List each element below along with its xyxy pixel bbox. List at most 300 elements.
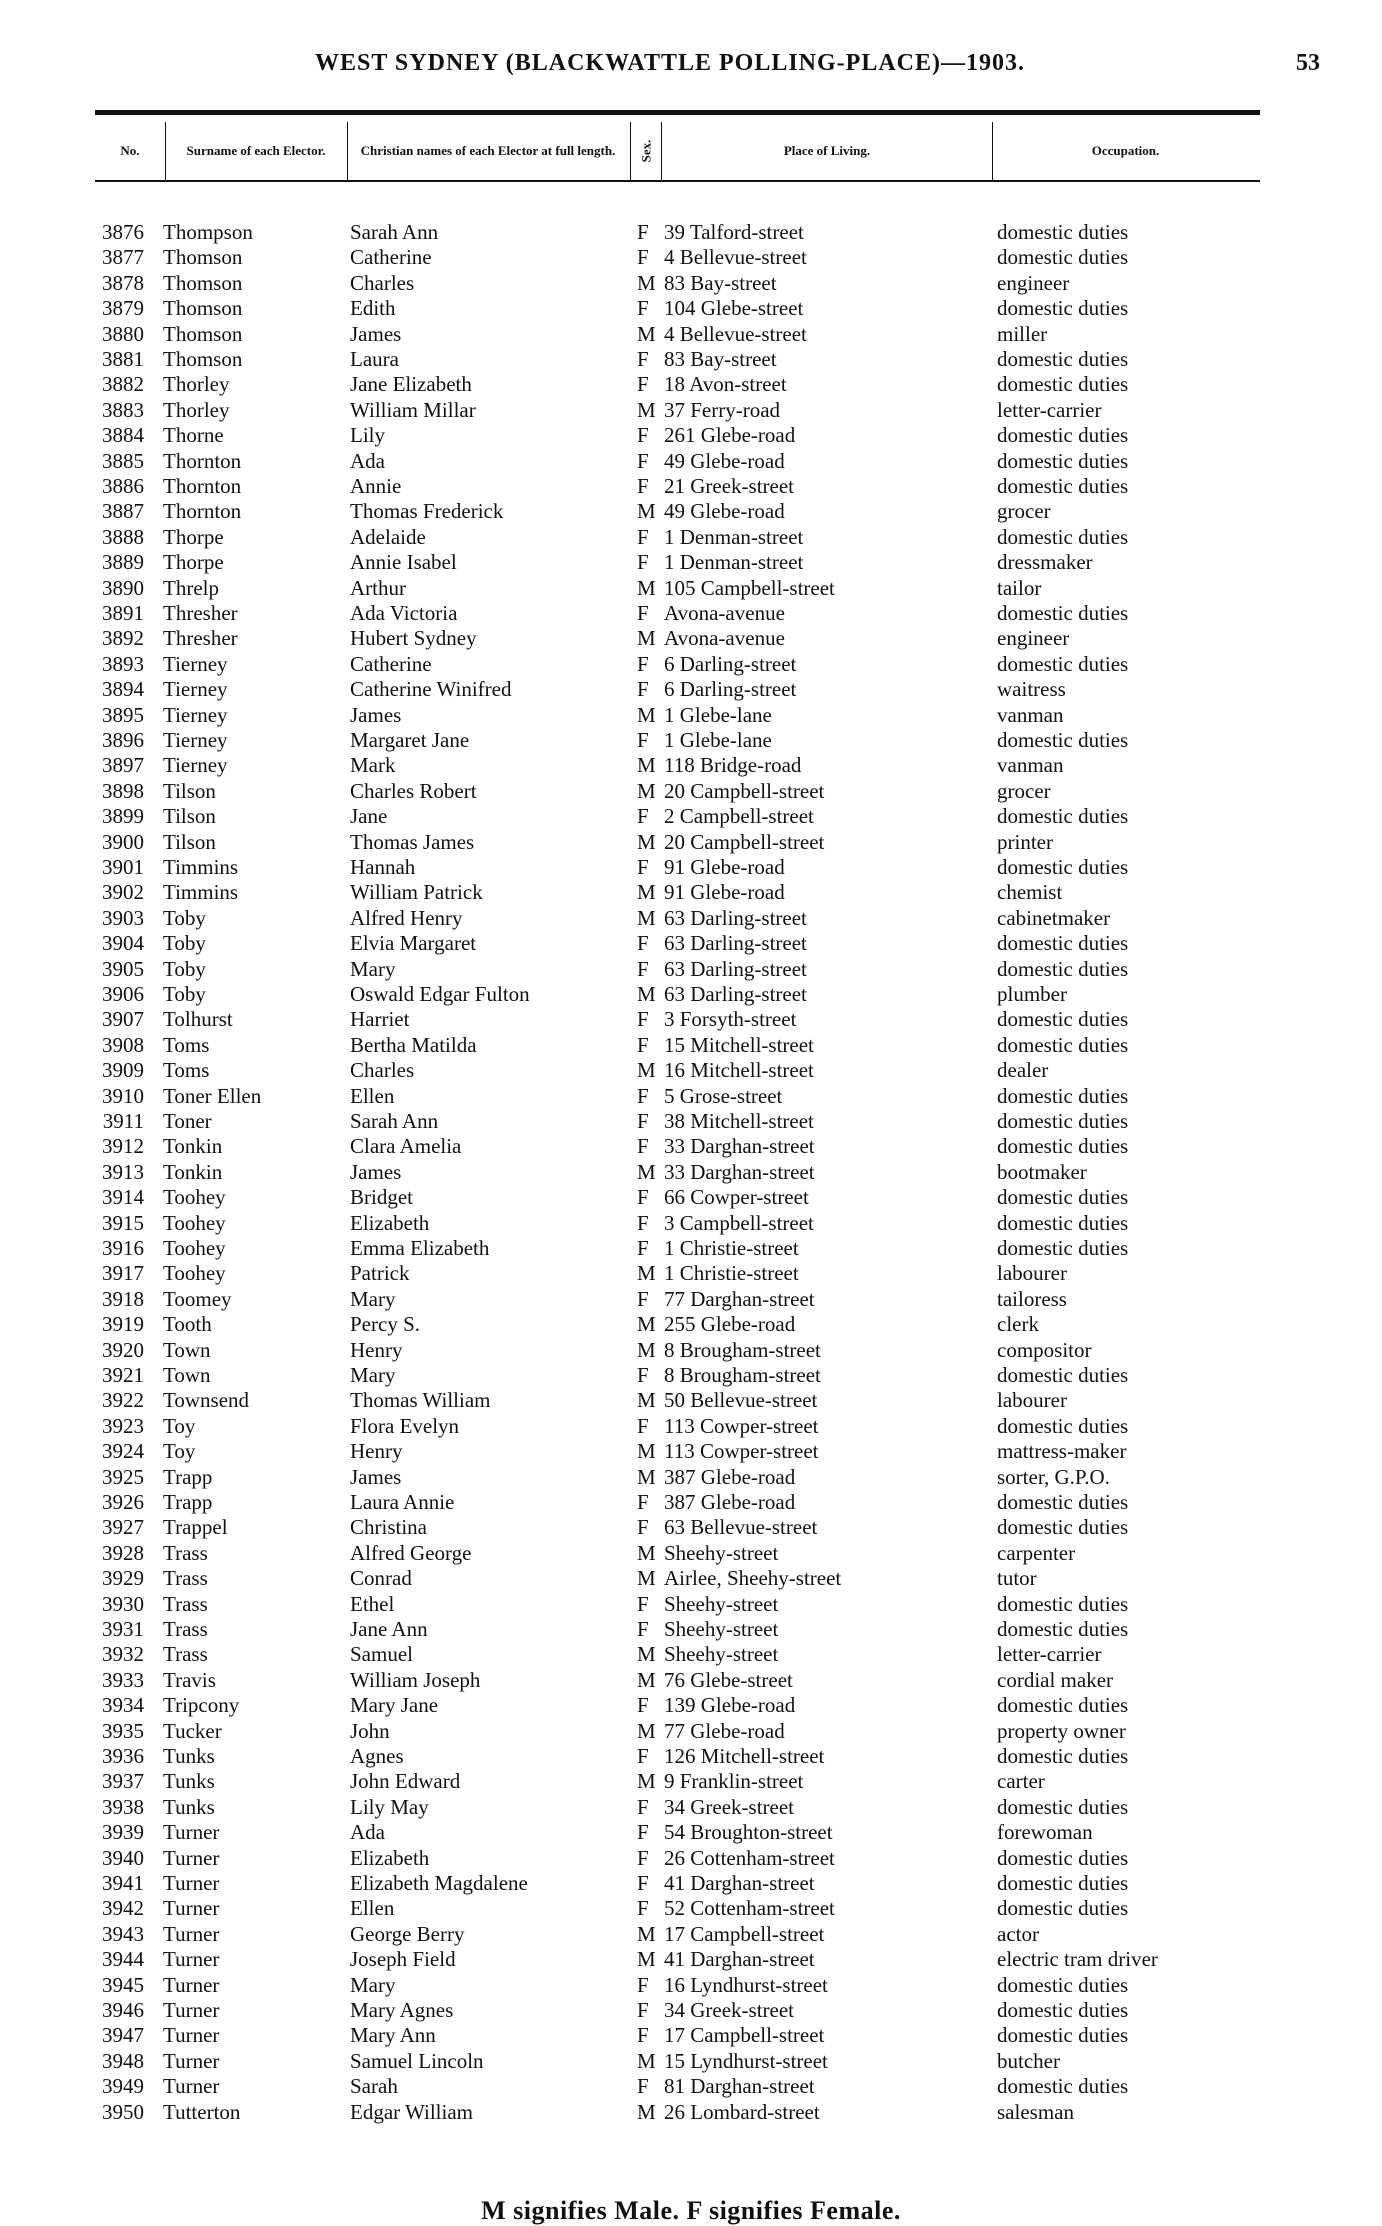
elector-place-of-living: 104 Glebe-street bbox=[664, 296, 804, 321]
elector-surname: Thorley bbox=[163, 397, 230, 422]
elector-occupation: domestic duties bbox=[997, 601, 1129, 625]
elector-place-of-living: 91 Glebe-road bbox=[664, 855, 785, 879]
elector-number: 3946 bbox=[102, 1998, 144, 2022]
elector-surname: Thorne bbox=[163, 423, 224, 448]
elector-place-of-living: 26 Lombard-street bbox=[664, 2099, 820, 2124]
elector-sex: F bbox=[637, 1134, 649, 1159]
elector-surname: Thomson bbox=[163, 321, 243, 346]
elector-christian-names: Samuel bbox=[350, 1642, 413, 1667]
elector-place-of-living: 81 Darghan-street bbox=[664, 2074, 815, 2099]
elector-christian-names: James bbox=[350, 1464, 402, 1489]
table-row bbox=[0, 728, 1382, 753]
elector-occupation: tailoress bbox=[997, 1286, 1067, 1311]
elector-number: 3947 bbox=[102, 2023, 144, 2048]
elector-number: 3897 bbox=[102, 753, 144, 778]
elector-place-of-living: 18 Avon-street bbox=[664, 372, 787, 397]
elector-christian-names: Mary bbox=[350, 956, 396, 981]
col-header-place: Place of Living. bbox=[783, 143, 871, 158]
elector-place-of-living: 34 Greek-street bbox=[664, 1998, 795, 2022]
col-header-surname: Surname of each Elector. bbox=[186, 143, 326, 158]
elector-place-of-living: 1 Christie-street bbox=[664, 1261, 799, 1286]
elector-surname: Tilson bbox=[163, 829, 216, 854]
elector-occupation: domestic duties bbox=[997, 1490, 1129, 1514]
elector-place-of-living: 6 Darling-street bbox=[664, 677, 797, 702]
table-row bbox=[0, 576, 1382, 601]
elector-sex: F bbox=[637, 855, 649, 879]
elector-occupation: domestic duties bbox=[997, 1109, 1129, 1133]
elector-place-of-living: 20 Campbell-street bbox=[664, 829, 825, 854]
elector-christian-names: Margaret Jane bbox=[350, 728, 470, 752]
elector-number: 3948 bbox=[102, 2048, 144, 2073]
elector-place-of-living: 1 Glebe-lane bbox=[664, 702, 772, 727]
elector-surname: Tierney bbox=[163, 702, 228, 727]
elector-surname: Turner bbox=[163, 1947, 220, 1972]
elector-number: 3932 bbox=[102, 1642, 144, 1667]
elector-occupation: electric tram driver bbox=[997, 1947, 1158, 1972]
table-row bbox=[0, 1693, 1382, 1718]
elector-occupation: domestic duties bbox=[997, 1591, 1129, 1616]
table-row bbox=[0, 804, 1382, 829]
table-row bbox=[0, 1287, 1382, 1312]
elector-surname: Thornton bbox=[163, 448, 242, 473]
elector-place-of-living: 33 Darghan-street bbox=[664, 1159, 815, 1184]
elector-christian-names: George Berry bbox=[350, 1921, 465, 1946]
page-number: 53 bbox=[1296, 50, 1320, 76]
elector-christian-names: Annie bbox=[350, 474, 402, 498]
elector-christian-names: Charles Robert bbox=[350, 778, 477, 803]
elector-sex: F bbox=[637, 2023, 649, 2048]
elector-number: 3878 bbox=[102, 270, 144, 295]
elector-surname: Tunks bbox=[163, 1794, 215, 1819]
table-row bbox=[0, 1617, 1382, 1642]
elector-place-of-living: 33 Darghan-street bbox=[664, 1134, 815, 1159]
table-row bbox=[0, 2074, 1382, 2099]
col-header-occupation: Occupation. bbox=[1091, 143, 1160, 158]
elector-number: 3930 bbox=[102, 1591, 144, 1616]
elector-number: 3949 bbox=[102, 2074, 144, 2099]
elector-place-of-living: 17 Campbell-street bbox=[664, 1921, 825, 1946]
elector-surname: Toy bbox=[163, 1439, 196, 1464]
elector-christian-names: Edgar William bbox=[350, 2099, 473, 2124]
elector-number: 3919 bbox=[102, 1312, 144, 1337]
table-row bbox=[0, 906, 1382, 931]
elector-occupation: butcher bbox=[997, 2048, 1060, 2073]
table-row bbox=[0, 1947, 1382, 1972]
elector-occupation: domestic duties bbox=[997, 1896, 1129, 1921]
elector-christian-names: Ada bbox=[350, 448, 385, 473]
elector-sex: F bbox=[637, 931, 649, 956]
elector-christian-names: Mary Ann bbox=[350, 2023, 436, 2048]
elector-sex: M bbox=[637, 778, 656, 803]
elector-sex: M bbox=[637, 575, 656, 600]
elector-place-of-living: 15 Mitchell-street bbox=[664, 1032, 814, 1057]
elector-place-of-living: 4 Bellevue-street bbox=[664, 245, 807, 270]
elector-number: 3906 bbox=[102, 982, 144, 1006]
elector-number: 3877 bbox=[102, 245, 144, 270]
table-row bbox=[0, 1973, 1382, 1998]
elector-sex: M bbox=[637, 905, 656, 930]
page-header bbox=[0, 50, 1382, 90]
elector-christian-names: Christina bbox=[350, 1515, 427, 1540]
elector-surname: Thresher bbox=[163, 626, 238, 651]
elector-sex: F bbox=[637, 1210, 649, 1235]
elector-surname: Thomson bbox=[163, 245, 243, 270]
elector-sex: F bbox=[637, 1413, 649, 1438]
elector-christian-names: Ada bbox=[350, 1820, 385, 1845]
elector-surname: Tierney bbox=[163, 728, 228, 752]
elector-place-of-living: 66 Cowper-street bbox=[664, 1185, 809, 1210]
table-row bbox=[0, 1668, 1382, 1693]
elector-christian-names: William Millar bbox=[350, 397, 476, 422]
elector-occupation: engineer bbox=[997, 270, 1070, 295]
col-header-christian-names: Christian names of each Elector at full length. bbox=[360, 143, 616, 158]
elector-number: 3917 bbox=[102, 1261, 144, 1286]
elector-sex: M bbox=[637, 702, 656, 727]
elector-sex: M bbox=[637, 626, 656, 651]
elector-christian-names: Bridget bbox=[350, 1185, 413, 1210]
elector-surname: Timmins bbox=[163, 855, 239, 879]
elector-christian-names: Laura bbox=[350, 347, 399, 371]
elector-occupation: plumber bbox=[997, 982, 1067, 1006]
elector-place-of-living: 17 Campbell-street bbox=[664, 2023, 825, 2048]
elector-christian-names: William Joseph bbox=[350, 1667, 481, 1692]
elector-place-of-living: 76 Glebe-street bbox=[664, 1667, 793, 1692]
table-row bbox=[0, 779, 1382, 804]
elector-surname: Turner bbox=[163, 2074, 220, 2099]
elector-number: 3916 bbox=[102, 1236, 144, 1260]
table-row bbox=[0, 449, 1382, 474]
elector-place-of-living: Sheehy-street bbox=[664, 1591, 779, 1616]
elector-surname: Trapp bbox=[163, 1490, 213, 1514]
table-row bbox=[0, 1896, 1382, 1921]
elector-sex: M bbox=[637, 829, 656, 854]
elector-occupation: tailor bbox=[997, 575, 1042, 600]
elector-occupation: domestic duties bbox=[997, 1617, 1129, 1641]
elector-number: 3887 bbox=[102, 499, 144, 524]
elector-number: 3921 bbox=[102, 1363, 144, 1387]
elector-place-of-living: 63 Bellevue-street bbox=[664, 1515, 818, 1540]
elector-number: 3935 bbox=[102, 1718, 144, 1743]
elector-occupation: letter-carrier bbox=[997, 397, 1102, 422]
elector-occupation: domestic duties bbox=[997, 651, 1129, 676]
elector-number: 3896 bbox=[102, 728, 144, 752]
table-row bbox=[0, 1439, 1382, 1464]
elector-sex: F bbox=[637, 1998, 649, 2022]
elector-sex: F bbox=[637, 601, 649, 625]
table-row bbox=[0, 550, 1382, 575]
elector-sex: F bbox=[637, 1896, 649, 1921]
elector-surname: Trass bbox=[163, 1591, 208, 1616]
elector-christian-names: Jane bbox=[350, 804, 388, 829]
elector-surname: Thornton bbox=[163, 499, 242, 524]
elector-christian-names: Henry bbox=[350, 1439, 403, 1464]
elector-number: 3909 bbox=[102, 1058, 144, 1083]
elector-christian-names: Sarah Ann bbox=[350, 220, 439, 244]
col-header-no: No. bbox=[120, 143, 140, 158]
elector-occupation: domestic duties bbox=[997, 1007, 1129, 1032]
elector-place-of-living: 50 Bellevue-street bbox=[664, 1388, 818, 1413]
elector-place-of-living: 126 Mitchell-street bbox=[664, 1744, 825, 1768]
elector-place-of-living: 77 Glebe-road bbox=[664, 1718, 785, 1743]
elector-sex: M bbox=[637, 1261, 656, 1286]
elector-occupation: bootmaker bbox=[997, 1159, 1087, 1184]
elector-sex: F bbox=[637, 423, 649, 448]
elector-sex: F bbox=[637, 677, 649, 702]
table-row bbox=[0, 1465, 1382, 1490]
elector-place-of-living: 3 Campbell-street bbox=[664, 1210, 814, 1235]
elector-christian-names: Elizabeth Magdalene bbox=[350, 1871, 528, 1895]
elector-number: 3876 bbox=[102, 220, 144, 244]
elector-surname: Turner bbox=[163, 2048, 220, 2073]
elector-place-of-living: 41 Darghan-street bbox=[664, 1947, 815, 1972]
table-row bbox=[0, 1363, 1382, 1388]
col-header-sex bbox=[631, 124, 661, 178]
elector-place-of-living: 38 Mitchell-street bbox=[664, 1109, 814, 1133]
elector-occupation: letter-carrier bbox=[997, 1642, 1102, 1667]
elector-christian-names: Bertha Matilda bbox=[350, 1032, 477, 1057]
table-row bbox=[0, 398, 1382, 423]
elector-number: 3938 bbox=[102, 1794, 144, 1819]
elector-sex: F bbox=[637, 1007, 649, 1032]
table-row bbox=[0, 1261, 1382, 1286]
elector-sex: M bbox=[637, 1464, 656, 1489]
elector-christian-names: Ellen bbox=[350, 1896, 395, 1921]
elector-sex: F bbox=[637, 728, 649, 752]
elector-place-of-living: 39 Talford-street bbox=[664, 220, 804, 244]
elector-place-of-living: 54 Broughton-street bbox=[664, 1820, 833, 1845]
elector-occupation: carpenter bbox=[997, 1540, 1076, 1565]
elector-sex: M bbox=[637, 1921, 656, 1946]
elector-surname: Tunks bbox=[163, 1769, 215, 1794]
elector-sex: F bbox=[637, 1236, 649, 1260]
elector-christian-names: Hubert Sydney bbox=[350, 626, 477, 651]
elector-number: 3943 bbox=[102, 1921, 144, 1946]
table-row bbox=[0, 1058, 1382, 1083]
table-row bbox=[0, 1312, 1382, 1337]
table-row bbox=[0, 499, 1382, 524]
elector-number: 3886 bbox=[102, 474, 144, 498]
elector-place-of-living: 387 Glebe-road bbox=[664, 1464, 796, 1489]
elector-occupation: domestic duties bbox=[997, 1693, 1129, 1718]
elector-occupation: domestic duties bbox=[997, 931, 1129, 956]
elector-occupation: dealer bbox=[997, 1058, 1049, 1083]
elector-place-of-living: 105 Campbell-street bbox=[664, 575, 835, 600]
elector-occupation: domestic duties bbox=[997, 1794, 1129, 1819]
table-row bbox=[0, 2023, 1382, 2048]
elector-surname: Turner bbox=[163, 1845, 220, 1870]
table-row bbox=[0, 1846, 1382, 1871]
elector-christian-names: Harriet bbox=[350, 1007, 410, 1032]
table-row bbox=[0, 957, 1382, 982]
elector-number: 3907 bbox=[102, 1007, 144, 1032]
elector-place-of-living: 3 Forsyth-street bbox=[664, 1007, 797, 1032]
elector-number: 3891 bbox=[102, 601, 144, 625]
table-row bbox=[0, 1134, 1382, 1159]
elector-christian-names: Catherine bbox=[350, 245, 432, 270]
elector-occupation: domestic duties bbox=[997, 1845, 1129, 1870]
table-row bbox=[0, 677, 1382, 702]
elector-number: 3922 bbox=[102, 1388, 144, 1413]
table-row bbox=[0, 220, 1382, 245]
elector-christian-names: Ethel bbox=[350, 1591, 395, 1616]
table-row bbox=[0, 1515, 1382, 1540]
elector-occupation: compositor bbox=[997, 1337, 1092, 1362]
elector-occupation: dressmaker bbox=[997, 550, 1093, 575]
elector-occupation: domestic duties bbox=[997, 220, 1129, 244]
elector-number: 3937 bbox=[102, 1769, 144, 1794]
elector-place-of-living: 52 Cottenham-street bbox=[664, 1896, 835, 1921]
elector-surname: Tooth bbox=[163, 1312, 212, 1337]
elector-christian-names: Patrick bbox=[350, 1261, 410, 1286]
elector-sex: F bbox=[637, 1820, 649, 1845]
elector-christian-names: Elvia Margaret bbox=[350, 931, 477, 956]
elector-sex: M bbox=[637, 1667, 656, 1692]
elector-sex: F bbox=[637, 296, 649, 321]
col-header-sex-label: Sex. bbox=[638, 139, 653, 163]
elector-surname: Thorley bbox=[163, 372, 230, 397]
elector-christian-names: Adelaide bbox=[350, 524, 426, 549]
elector-place-of-living: 15 Lyndhurst-street bbox=[664, 2048, 828, 2073]
elector-place-of-living: 1 Christie-street bbox=[664, 1236, 799, 1260]
elector-place-of-living: 77 Darghan-street bbox=[664, 1286, 815, 1311]
elector-occupation: domestic duties bbox=[997, 855, 1129, 879]
table-row bbox=[0, 1007, 1382, 1032]
elector-sex: M bbox=[637, 1058, 656, 1083]
elector-number: 3926 bbox=[102, 1490, 144, 1514]
elector-surname: Tolhurst bbox=[163, 1007, 233, 1032]
table-row bbox=[0, 931, 1382, 956]
page-title: WEST SYDNEY (BLACKWATTLE POLLING-PLACE)—1903. bbox=[315, 50, 1025, 76]
elector-occupation: cabinetmaker bbox=[997, 905, 1111, 930]
elector-place-of-living: 113 Cowper-street bbox=[664, 1413, 819, 1438]
table-row bbox=[0, 423, 1382, 448]
elector-christian-names: Joseph Field bbox=[350, 1947, 456, 1972]
elector-place-of-living: 26 Cottenham-street bbox=[664, 1845, 835, 1870]
elector-number: 3925 bbox=[102, 1464, 144, 1489]
elector-sex: M bbox=[637, 880, 656, 905]
elector-place-of-living: 2 Campbell-street bbox=[664, 804, 814, 829]
elector-place-of-living: 16 Mitchell-street bbox=[664, 1058, 814, 1083]
table-row bbox=[0, 626, 1382, 651]
elector-surname: Tunks bbox=[163, 1744, 215, 1768]
elector-surname: Toms bbox=[163, 1058, 210, 1083]
elector-christian-names: Mark bbox=[350, 753, 396, 778]
elector-number: 3910 bbox=[102, 1083, 144, 1108]
elector-number: 3928 bbox=[102, 1540, 144, 1565]
elector-occupation: grocer bbox=[997, 499, 1051, 524]
elector-sex: F bbox=[637, 651, 649, 676]
elector-surname: Toomey bbox=[163, 1286, 232, 1311]
table-row bbox=[0, 1414, 1382, 1439]
table-row bbox=[0, 1592, 1382, 1617]
elector-place-of-living: Avona-avenue bbox=[664, 626, 785, 651]
elector-sex: M bbox=[637, 982, 656, 1006]
elector-sex: M bbox=[637, 1540, 656, 1565]
elector-place-of-living: 63 Darling-street bbox=[664, 905, 807, 930]
elector-christian-names: Alfred George bbox=[350, 1540, 472, 1565]
elector-sex: M bbox=[637, 1337, 656, 1362]
elector-christian-names: Henry bbox=[350, 1337, 403, 1362]
elector-christian-names: Thomas James bbox=[350, 829, 475, 854]
elector-number: 3924 bbox=[102, 1439, 144, 1464]
elector-surname: Thornton bbox=[163, 474, 242, 498]
table-row bbox=[0, 372, 1382, 397]
table-row bbox=[0, 1744, 1382, 1769]
elector-christian-names: Elizabeth bbox=[350, 1210, 430, 1235]
elector-occupation: waitress bbox=[997, 677, 1066, 702]
elector-occupation: chemist bbox=[997, 880, 1063, 905]
elector-surname: Toner Ellen bbox=[163, 1083, 262, 1108]
elector-surname: Toby bbox=[163, 956, 206, 981]
elector-number: 3941 bbox=[102, 1871, 144, 1895]
elector-christian-names: Hannah bbox=[350, 855, 416, 879]
elector-christian-names: Sarah bbox=[350, 2074, 398, 2099]
elector-occupation: salesman bbox=[997, 2099, 1074, 2124]
elector-occupation: domestic duties bbox=[997, 1515, 1129, 1540]
elector-christian-names: Mary bbox=[350, 1972, 396, 1997]
elector-occupation: labourer bbox=[997, 1261, 1067, 1286]
table-row bbox=[0, 1566, 1382, 1591]
elector-sex: F bbox=[637, 524, 649, 549]
elector-number: 3939 bbox=[102, 1820, 144, 1845]
elector-occupation: domestic duties bbox=[997, 956, 1129, 981]
elector-christian-names: James bbox=[350, 1159, 402, 1184]
elector-number: 3929 bbox=[102, 1566, 144, 1591]
elector-occupation: domestic duties bbox=[997, 1744, 1129, 1768]
elector-number: 3945 bbox=[102, 1972, 144, 1997]
elector-place-of-living: Avona-avenue bbox=[664, 601, 785, 625]
elector-occupation: domestic duties bbox=[997, 1185, 1129, 1210]
elector-christian-names: Ada Victoria bbox=[350, 601, 458, 625]
elector-place-of-living: 63 Darling-street bbox=[664, 982, 807, 1006]
elector-number: 3885 bbox=[102, 448, 144, 473]
elector-occupation: grocer bbox=[997, 778, 1051, 803]
table-row bbox=[0, 271, 1382, 296]
elector-christian-names: Mary bbox=[350, 1363, 396, 1387]
elector-number: 3892 bbox=[102, 626, 144, 651]
elector-place-of-living: 1 Denman-street bbox=[664, 524, 804, 549]
table-row bbox=[0, 296, 1382, 321]
elector-surname: Thresher bbox=[163, 601, 238, 625]
elector-surname: Thorpe bbox=[163, 524, 224, 549]
table-row bbox=[0, 1642, 1382, 1667]
table-row bbox=[0, 880, 1382, 905]
elector-place-of-living: 41 Darghan-street bbox=[664, 1871, 815, 1895]
elector-surname: Thomson bbox=[163, 296, 243, 321]
elector-place-of-living: 5 Grose-street bbox=[664, 1083, 783, 1108]
elector-sex: F bbox=[637, 804, 649, 829]
elector-surname: Toby bbox=[163, 982, 206, 1006]
elector-occupation: domestic duties bbox=[997, 1871, 1129, 1895]
elector-christian-names: James bbox=[350, 702, 402, 727]
elector-sex: F bbox=[637, 2074, 649, 2099]
elector-surname: Tierney bbox=[163, 753, 228, 778]
table-row bbox=[0, 1338, 1382, 1363]
elector-number: 3882 bbox=[102, 372, 144, 397]
elector-surname: Town bbox=[163, 1363, 211, 1387]
elector-place-of-living: Airlee, Sheehy-street bbox=[664, 1566, 842, 1591]
elector-number: 3895 bbox=[102, 702, 144, 727]
elector-occupation: domestic duties bbox=[997, 372, 1129, 397]
elector-surname: Trass bbox=[163, 1642, 208, 1667]
table-row bbox=[0, 1160, 1382, 1185]
elector-place-of-living: Sheehy-street bbox=[664, 1617, 779, 1641]
elector-christian-names: Charles bbox=[350, 1058, 415, 1083]
table-row bbox=[0, 1769, 1382, 1794]
elector-surname: Toby bbox=[163, 905, 206, 930]
elector-sex: M bbox=[637, 270, 656, 295]
elector-surname: Trass bbox=[163, 1540, 208, 1565]
